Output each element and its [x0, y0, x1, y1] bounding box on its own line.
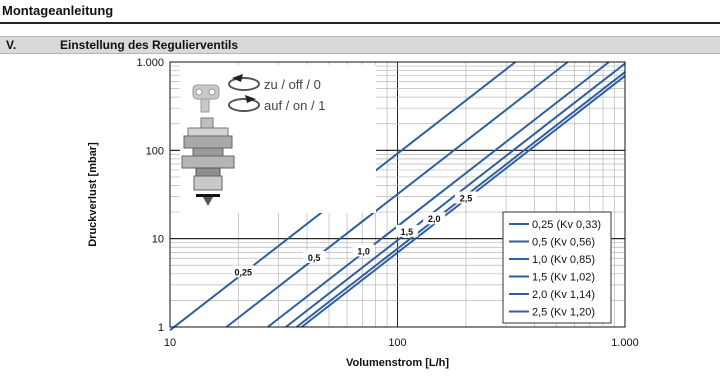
x-axis-label: Volumenstrom [L/h]: [345, 357, 450, 369]
curve-label-4: 1,5: [400, 226, 414, 237]
section-number: V.: [6, 38, 17, 52]
chart-legend: [503, 212, 611, 323]
close-label: zu / off / 0: [264, 77, 321, 92]
section-title: Einstellung des Regulierventils: [60, 38, 239, 52]
legend-entry-5: 2,0 (Kv 1,14): [532, 289, 595, 301]
curve-label-2: 0,5: [307, 252, 321, 263]
legend-entry-3: 1,0 (Kv 0,85): [532, 254, 595, 266]
y-tick-label: 100: [145, 145, 164, 158]
page-title: Montageanleitung: [2, 3, 114, 18]
x-tick-label: 1.000: [611, 337, 639, 349]
y-tick-label: 1.000: [136, 57, 164, 69]
curve-label-3: 1,0: [357, 246, 370, 257]
x-tick-label: 100: [388, 337, 407, 349]
legend-entry-1: 0,25 (Kv 0,33): [532, 219, 602, 231]
y-tick-label: 1: [157, 322, 164, 334]
legend-entry-2: 0,5 (Kv 0,56): [532, 236, 595, 249]
legend-entry-6: 2,5 (Kv 1,20): [532, 306, 595, 319]
open-label: auf / on / 1: [264, 98, 326, 113]
valve-inset: [180, 65, 376, 213]
curve-label-6: 2,5: [459, 193, 473, 204]
y-axis-label: Druckverlust [mbar]: [87, 142, 99, 247]
curve-label-5: 2,0: [427, 214, 441, 225]
x-tick-label: 10: [163, 337, 177, 349]
y-tick-label: 10: [151, 233, 164, 246]
curve-label-1: 0,25: [234, 267, 253, 278]
legend-entry-4: 1,5 (Kv 1,02): [532, 271, 595, 284]
